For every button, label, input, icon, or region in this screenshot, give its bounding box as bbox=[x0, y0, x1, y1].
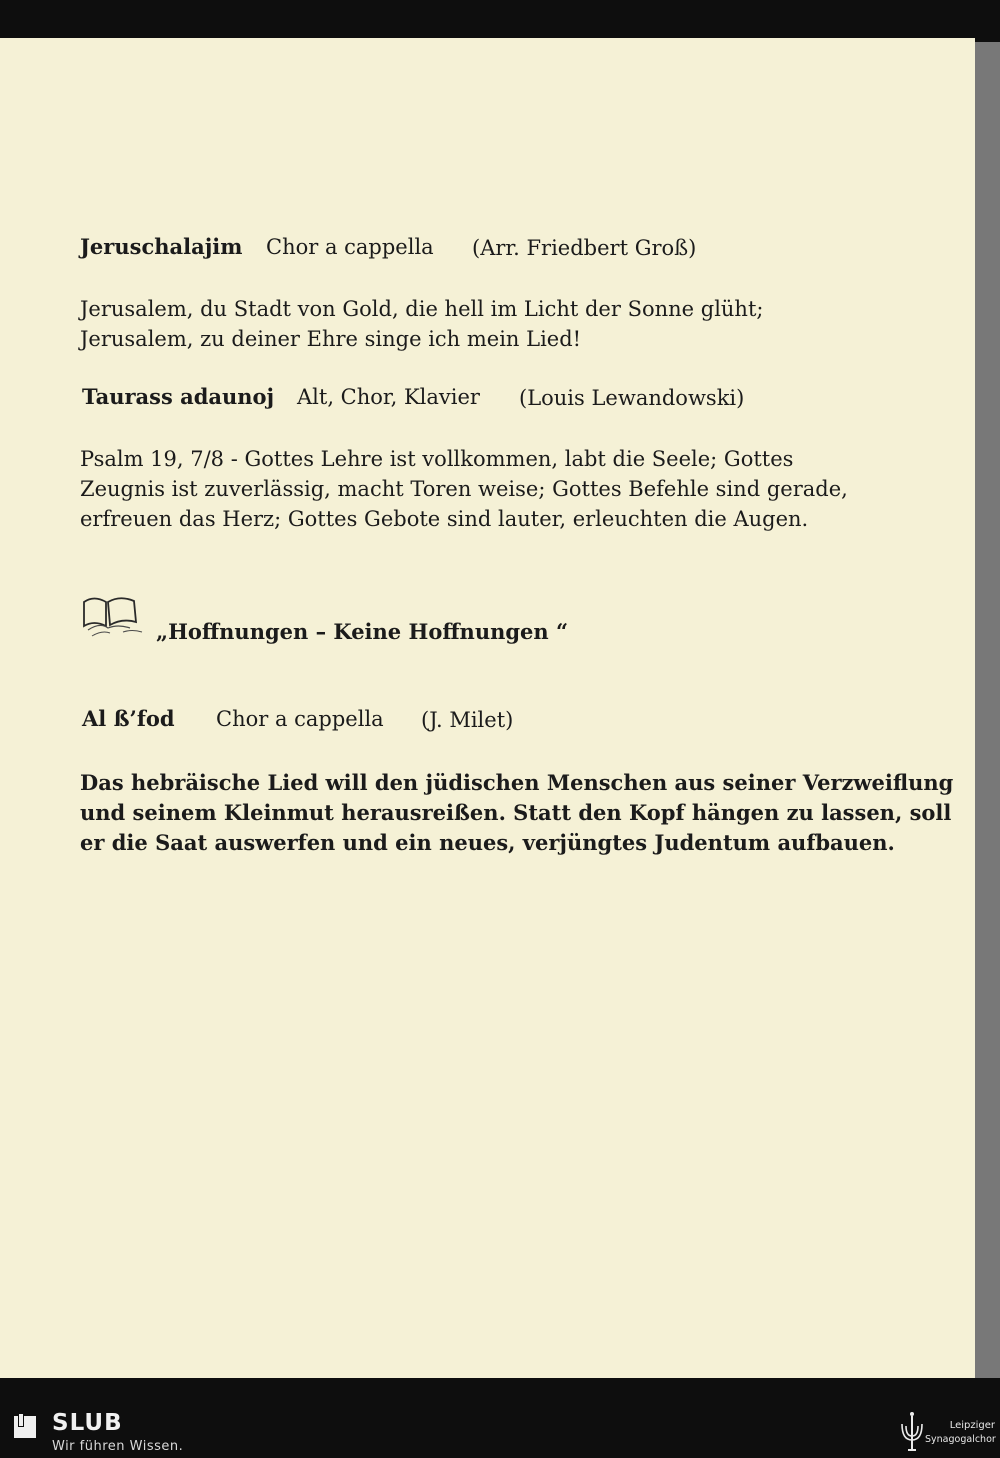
item1-text bbox=[80, 294, 880, 354]
item3-line: er die Saat auswerfen und ein neues, verjüngtes Judentum aufbauen. bbox=[80, 830, 895, 855]
item2-text bbox=[80, 444, 880, 534]
partner-name-line1: Leipziger bbox=[949, 1420, 995, 1431]
item2-title: Taurass adaunoj bbox=[82, 384, 275, 409]
item3-line: und seinem Kleinmut herausreißen. Statt den Kopf hängen zu lassen, soll bbox=[80, 800, 952, 825]
page-edge bbox=[975, 42, 1000, 1378]
item1-title: Jeruschalajim bbox=[80, 234, 243, 259]
menorah-icon bbox=[897, 1410, 927, 1454]
partner-name-line2: Synagogalchor bbox=[925, 1434, 996, 1445]
item1-line: Jerusalem, du Stadt von Gold, die hell im Licht der Sonne glüht; bbox=[80, 297, 764, 321]
item2-line: Psalm 19, 7/8 - Gottes Lehre ist vollkommen, labt die Seele; Gottes bbox=[80, 447, 794, 471]
item1-credit: (Arr. Friedbert Groß) bbox=[472, 236, 697, 260]
slub-brand[interactable]: SLUB bbox=[52, 1410, 123, 1436]
item2-credit: (Louis Lewandowski) bbox=[519, 386, 745, 410]
viewer-footer bbox=[0, 1408, 1000, 1458]
item3-text bbox=[80, 768, 954, 858]
item1-line: Jerusalem, zu deiner Ehre singe ich mein Lied! bbox=[80, 327, 582, 351]
item3-credit: (J. Milet) bbox=[421, 708, 514, 732]
item2-scoring: Alt, Chor, Klavier bbox=[297, 385, 480, 409]
slub-tagline: Wir führen Wissen. bbox=[52, 1439, 184, 1454]
item3-scoring: Chor a cappella bbox=[216, 707, 384, 731]
section-title: „Hoffnungen – Keine Hoffnungen “ bbox=[156, 619, 569, 644]
item2-line: Zeugnis ist zuverlässig, macht Toren weise; Gottes Befehle sind gerade, bbox=[80, 477, 848, 501]
slub-logo-icon[interactable] bbox=[12, 1412, 40, 1440]
item1-scoring: Chor a cappella bbox=[266, 235, 434, 259]
item3-line: Das hebräische Lied will den jüdischen Menschen aus seiner Verzweiflung bbox=[80, 770, 954, 795]
open-book-icon bbox=[78, 592, 146, 640]
item2-line: erfreuen das Herz; Gottes Gebote sind lauter, erleuchten die Augen. bbox=[80, 507, 809, 531]
item3-title: Al ß’fod bbox=[82, 706, 175, 731]
